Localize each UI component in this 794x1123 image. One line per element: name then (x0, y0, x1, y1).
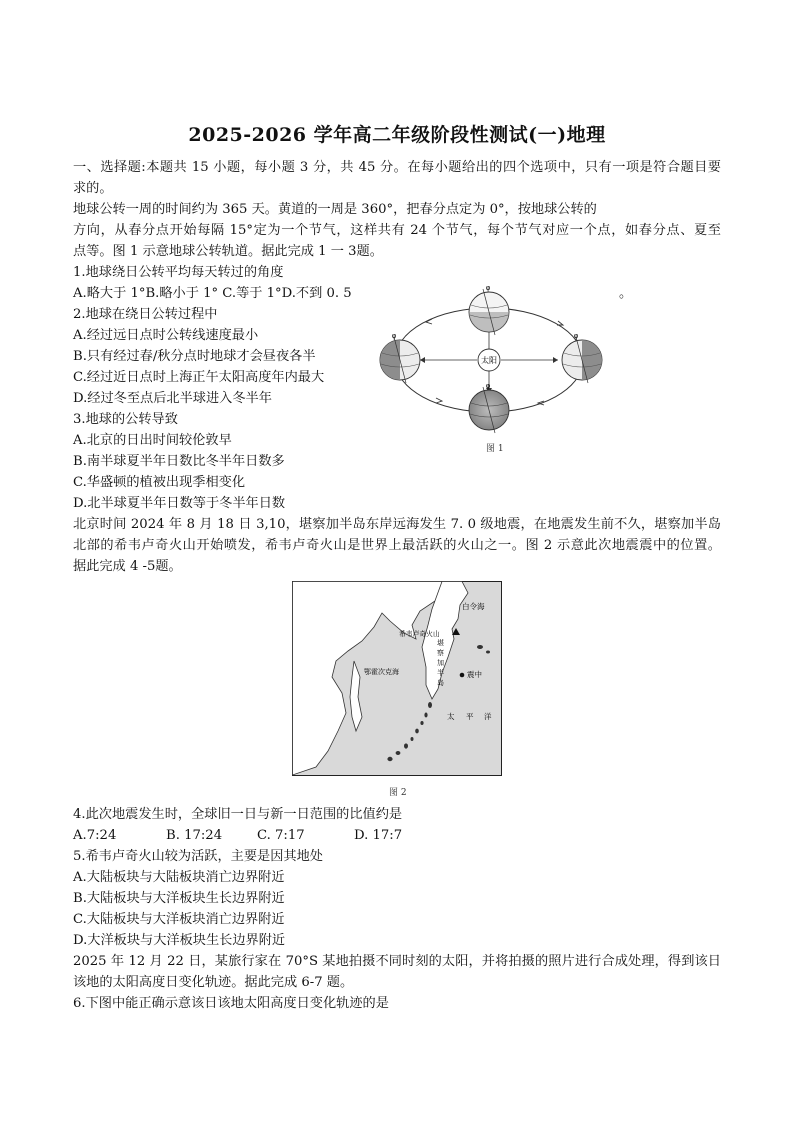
q5-option-b: B.大陆板块与大洋板块生长边界附近 (73, 891, 285, 906)
passage3-line2: 该地的太阳高度日变化轨迹。据此完成 6-7 题。 (73, 975, 354, 990)
label-pacific-1: 太 (447, 712, 455, 721)
label-volcano: 希韦卢奇火山 (399, 630, 440, 638)
q3-option-a: A.北京的日出时间较伦敦早 (73, 433, 232, 448)
label-peninsula-4: 半 (437, 669, 444, 677)
earth-right-icon (562, 332, 602, 383)
earth-top-icon (469, 285, 509, 335)
passage2-line2: 北部的希韦卢奇火山开始喷发，希韦卢奇火山是世界上最活跃的火山之一。图 2 示意此次地震震中的位置。 (73, 538, 721, 553)
q3-option-d: D.北半球夏半年日数等于冬半年日数 (73, 496, 286, 511)
commander-island (477, 645, 483, 649)
q6-stem: 6.下图中能正确示意该日该地太阳高度日变化轨迹的是 (73, 996, 389, 1011)
q5-option-d: D.大洋板块与大洋板块生长边界附近 (73, 933, 286, 948)
svg-text:φ: φ (391, 332, 397, 340)
q5-option-c: C.大陆板块与大洋板块消亡边界附近 (73, 912, 285, 927)
q4-option-d: D. 17:7 (354, 828, 403, 843)
commander-island (486, 651, 490, 654)
passage1-line2: 方向，从春分点开始每隔 15°定为一个节气，这样共有 24 个节气，每个节气对应一个点，如春分点、夏至 (73, 223, 721, 238)
section-instruction-line1: 一、选择题:本题共 15 小题，每小题 3 分，共 45 分。在每小题给出的四个选项中，只有一项是符合题目要 (73, 160, 721, 175)
label-peninsula-1: 堪 (437, 639, 444, 647)
q5-option-a: A.大陆板块与大陆板块消亡边界附近 (73, 870, 285, 885)
earth-bottom-icon (469, 382, 509, 433)
svg-text:φ: φ (485, 285, 491, 292)
label-peninsula-5: 岛 (437, 679, 444, 687)
page-title: 2025-2026 学年高二年级阶段性测试(一)地理 (188, 124, 606, 146)
passage1-line1: 地球公转一周的时间约为 365 天。黄道的一周是 360°，把春分点定为 0°，按地球公转的 (73, 202, 597, 217)
q2-stem: 2.地球在绕日公转过程中 (73, 307, 218, 322)
label-bering-sea: 白令海 (462, 602, 485, 611)
label-pacific-2: 平 (466, 712, 474, 721)
label-peninsula-2: 察 (437, 649, 444, 657)
q2-option-b: B.只有经过春/秋分点时地球才会昼夜各半 (73, 349, 316, 364)
passage2-line1: 北京时间 2024 年 8 月 18 日 3,10，堪察加半岛东岸远海发生 7. 0 级地震，在地震发生前不久，堪察加半岛 (73, 517, 721, 532)
q2-option-a: A.经过远日点时公转线速度最小 (73, 328, 259, 343)
passage2-line3: 据此完成 4 -5题。 (73, 559, 182, 574)
q5-stem: 5.希韦卢奇火山较为活跃，主要是因其地处 (73, 849, 323, 864)
q1-options: A.略大于 1°B.略小于 1° C.等于 1°D.不到 0. 5 (73, 286, 352, 301)
figure1-orbit-diagram (372, 285, 612, 440)
section-instruction-line2: 求的。 (73, 181, 113, 196)
label-peninsula-3: 加 (437, 659, 444, 667)
q4-option-b: B. 17:24 (166, 828, 223, 843)
q4-stem: 4.此次地震发生时，全球旧一日与新一日范围的比值约是 (73, 807, 403, 822)
epicenter-icon (460, 673, 465, 678)
passage1-line3: 点等。图 1 示意地球公转轨道。据此完成 1 一 3题。 (73, 244, 383, 259)
q1-trailing-mark: 。 (619, 286, 633, 301)
earth-left-icon (380, 332, 420, 383)
q3-option-c: C.华盛顿的植被出现季相变化 (73, 475, 246, 490)
sun-label: 太阳 (481, 356, 497, 365)
figure2-kamchatka-map (292, 581, 502, 776)
svg-text:φ: φ (485, 382, 491, 390)
figure1-caption: 图 1 (486, 444, 504, 454)
label-pacific-3: 洋 (484, 712, 492, 721)
q3-option-b: B.南半球夏半年日数比冬半年日数多 (73, 454, 285, 469)
svg-text:φ: φ (573, 332, 579, 340)
q2-option-d: D.经过冬至点后北半球进入冬半年 (73, 391, 272, 406)
label-okhotsk-sea: 鄂霍次克海 (364, 668, 399, 676)
passage3-line1: 2025 年 12 月 22 日，某旅行家在 70°S 某地拍摄不同时刻的太阳，并将拍摄的照片进行合成处理，得到该日 (73, 954, 721, 969)
q4-option-c: C. 7:17 (257, 828, 305, 843)
label-epicenter: 震中 (467, 670, 482, 679)
figure2-caption: 图 2 (389, 788, 407, 798)
q3-stem: 3.地球的公转导致 (73, 412, 178, 427)
q2-option-c: C.经过近日点时上海正午太阳高度年内最大 (73, 370, 325, 385)
orbit-arrow-icon (436, 398, 442, 403)
q4-option-a: A.7:24 (73, 828, 117, 843)
q1-stem: 1.地球绕日公转平均每天转过的角度 (73, 265, 284, 280)
